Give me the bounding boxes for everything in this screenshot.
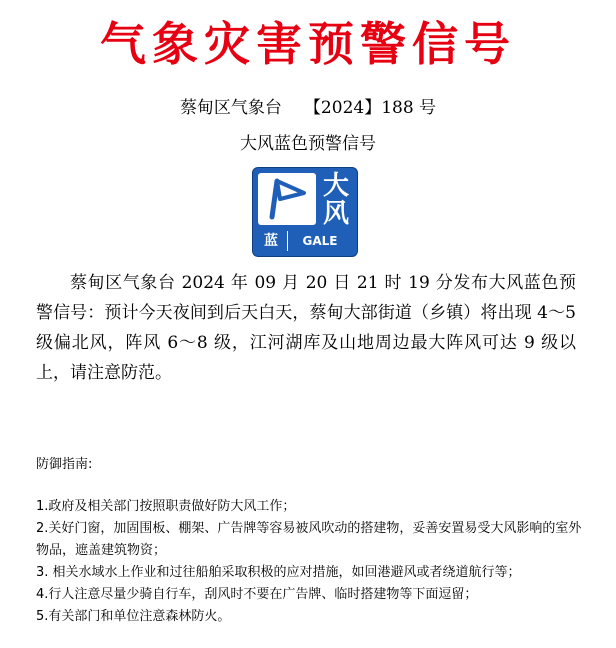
guidance-item: 4.行人注意尽量少骑自行车，刮风时不要在广告牌、临时搭建物等下面逗留； bbox=[36, 587, 478, 602]
page-title: 气象灾害预警信号 bbox=[100, 17, 516, 71]
flag-icon bbox=[258, 173, 316, 225]
document-number: 【2024】188 号 bbox=[303, 98, 437, 118]
bulletin-text: 蔡甸区气象台 2024 年 09 月 20 日 21 时 19 分发布大风蓝色预警信号：预计今天夜间到后天白天，蔡甸大部街道（乡镇）将出现 4～5 级偏北风，阵风 6～8 级，江河湖库及山地周边最大阵风可达 9 级以上，请注意防范。 bbox=[36, 273, 576, 383]
guidance-list bbox=[36, 496, 584, 628]
document-number-line bbox=[0, 96, 616, 120]
issuer: 蔡甸区气象台 bbox=[179, 98, 282, 118]
signal-char-feng: 风 bbox=[322, 199, 349, 229]
signal-level-label: 蓝 bbox=[264, 233, 278, 249]
gale-blue-signal-icon bbox=[253, 168, 357, 256]
guidance-item: 5.有关部门和单位注意森林防火。 bbox=[36, 609, 231, 624]
signal-name: 大风蓝色预警信号 bbox=[240, 134, 376, 154]
guidance-item: 2.关好门窗，加固围板、棚架、广告牌等容易被风吹动的搭建物，妥善安置易受大风影响的室外物品，遮盖建筑物资； bbox=[36, 521, 582, 558]
signal-english-label: GALE bbox=[287, 231, 352, 251]
guidance-item: 3. 相关水域水上作业和过往船舶采取积极的应对措施，如回港避风或者绕道航行等； bbox=[36, 565, 521, 580]
guidance-title: 防御指南: bbox=[36, 457, 93, 472]
signal-char-da: 大 bbox=[322, 171, 349, 201]
guidance-item: 1.政府及相关部门按照职责做好防大风工作； bbox=[36, 499, 296, 514]
